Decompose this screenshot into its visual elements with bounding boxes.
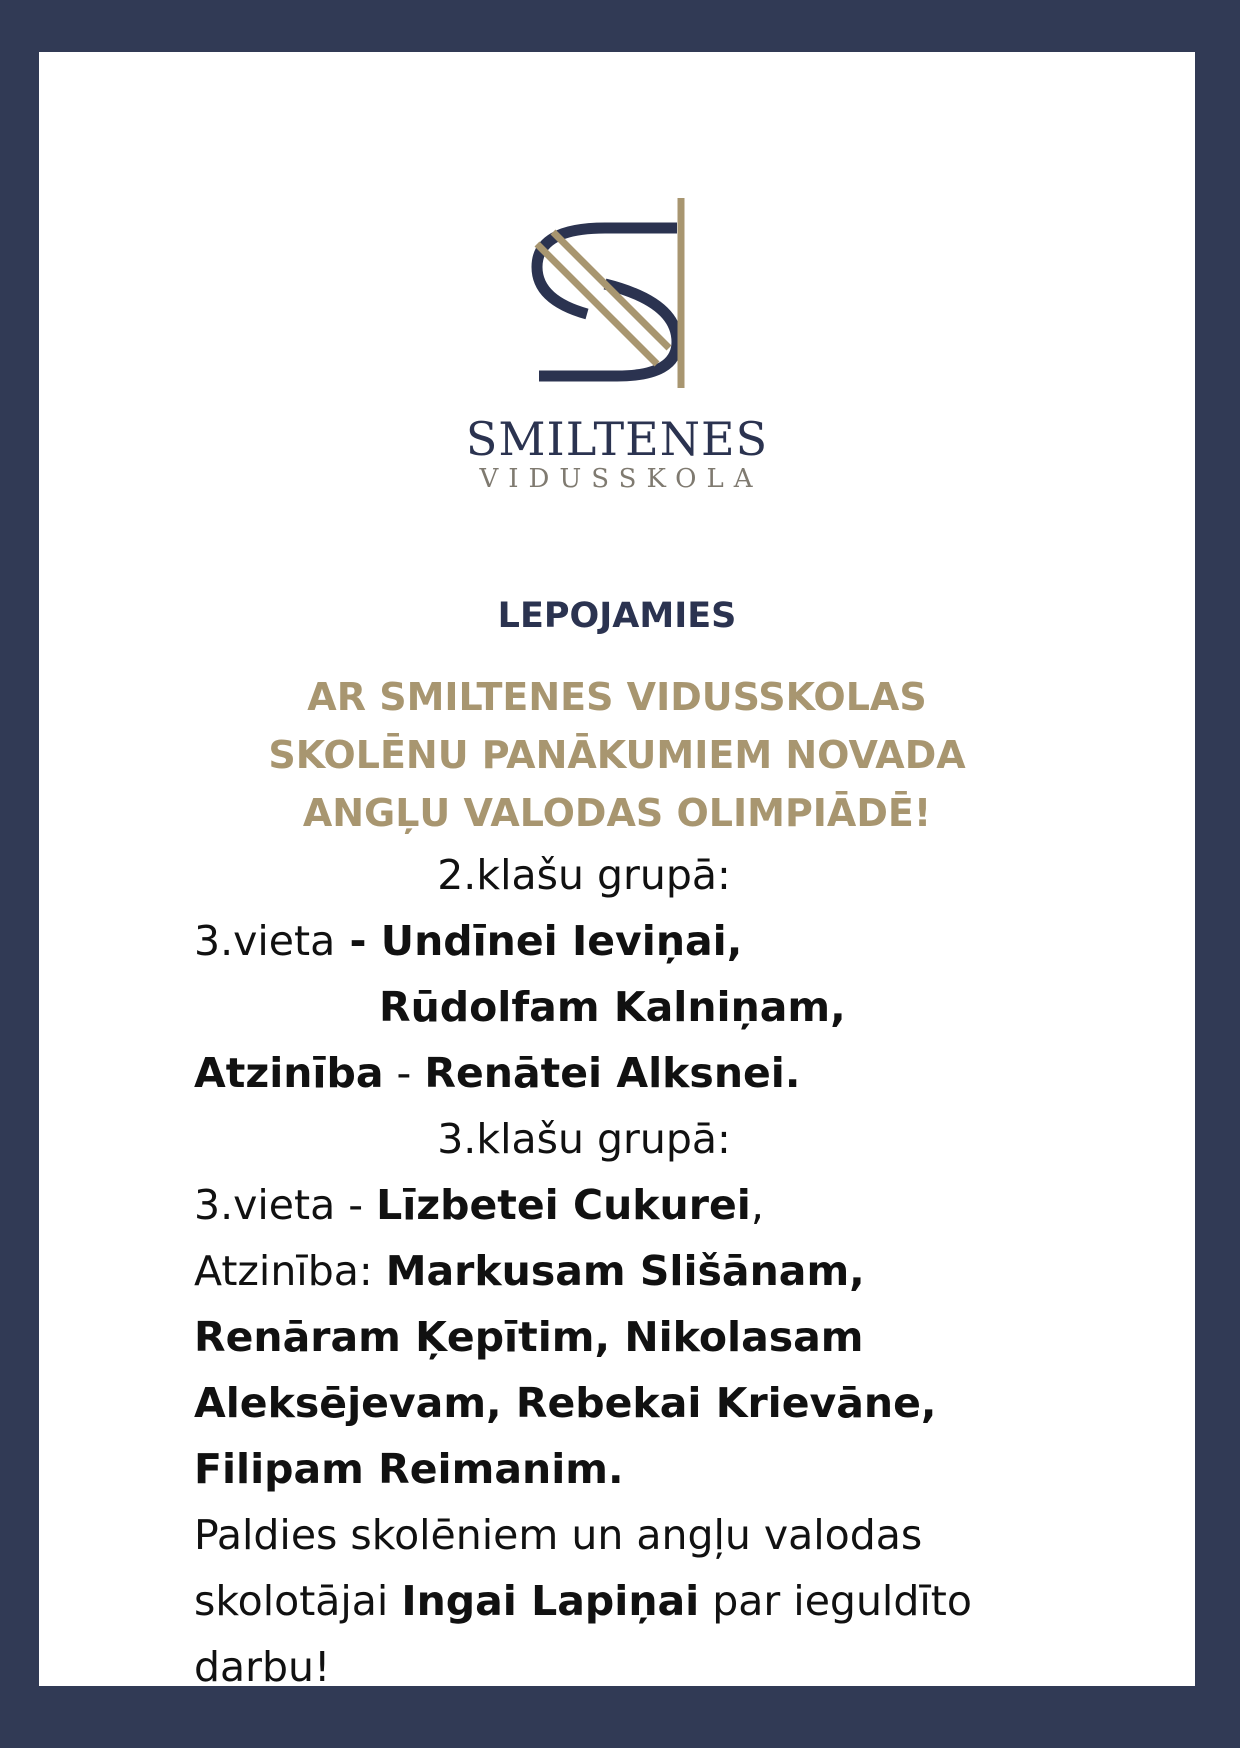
results-body (194, 842, 1094, 1700)
group3-place3 (194, 1172, 1094, 1238)
group3-award (194, 1238, 1094, 1304)
group2-award (194, 1040, 1094, 1106)
award-label: Atzinība (194, 1049, 384, 1097)
kicker-heading: LEPOJAMIES (497, 596, 737, 636)
group2-place3 (194, 908, 1094, 974)
winner-name: Aleksējevam, Rebekai Krievāne, (194, 1379, 937, 1427)
winner-name: Līzbetei Cukurei (376, 1181, 751, 1229)
group2-heading: 2.klašu grupā: (437, 851, 731, 899)
school-logo (39, 192, 1195, 494)
thanks-line (194, 1568, 1094, 1634)
group3-award-cont (194, 1436, 1094, 1502)
punctuation: , (750, 1181, 764, 1229)
group3-heading: 3.klašu grupā: (437, 1115, 731, 1163)
group3-award-cont (194, 1304, 1094, 1370)
place-label: 3.vieta - (194, 1181, 377, 1229)
winner-name: Rūdolfam Kalniņam, (379, 983, 846, 1031)
headline (39, 668, 1195, 842)
group2-place3-second (194, 974, 1094, 1040)
headline-line: SKOLĒNU PANĀKUMIEM NOVADA (268, 733, 966, 777)
group3-award-cont (194, 1370, 1094, 1436)
teacher-name: Ingai Lapiņai (401, 1577, 700, 1625)
place-label: 3.vieta (194, 917, 336, 965)
headline-line: AR SMILTENES VIDUSSKOLAS (307, 675, 927, 719)
thanks-text: par ieguldīto (699, 1577, 972, 1625)
winner-name: Renāram Ķepītim, Nikolasam (194, 1313, 864, 1361)
award-label: Atzinība: (194, 1247, 386, 1295)
logo-name: SMILTENES (465, 412, 769, 466)
winner-name: Undīnei Ieviņai, (380, 917, 743, 965)
headline-line: ANGĻU VALODAS OLIMPIĀDĒ! (302, 791, 932, 835)
thanks-line: darbu! (194, 1643, 331, 1691)
winner-name: Renātei Alksnei. (424, 1049, 801, 1097)
winner-name: Filipam Reimanim. (194, 1445, 624, 1493)
logo-subtitle: VIDUSSKOLA (479, 464, 763, 494)
school-monogram-icon (527, 192, 707, 392)
poster-card (39, 52, 1195, 1691)
separator: - (383, 1049, 425, 1097)
separator: - (335, 917, 381, 965)
thanks-line: Paldies skolēniem un angļu valodas (194, 1511, 923, 1559)
winner-name: Markusam Slišānam, (385, 1247, 865, 1295)
thanks-text: skolotājai (194, 1577, 402, 1625)
